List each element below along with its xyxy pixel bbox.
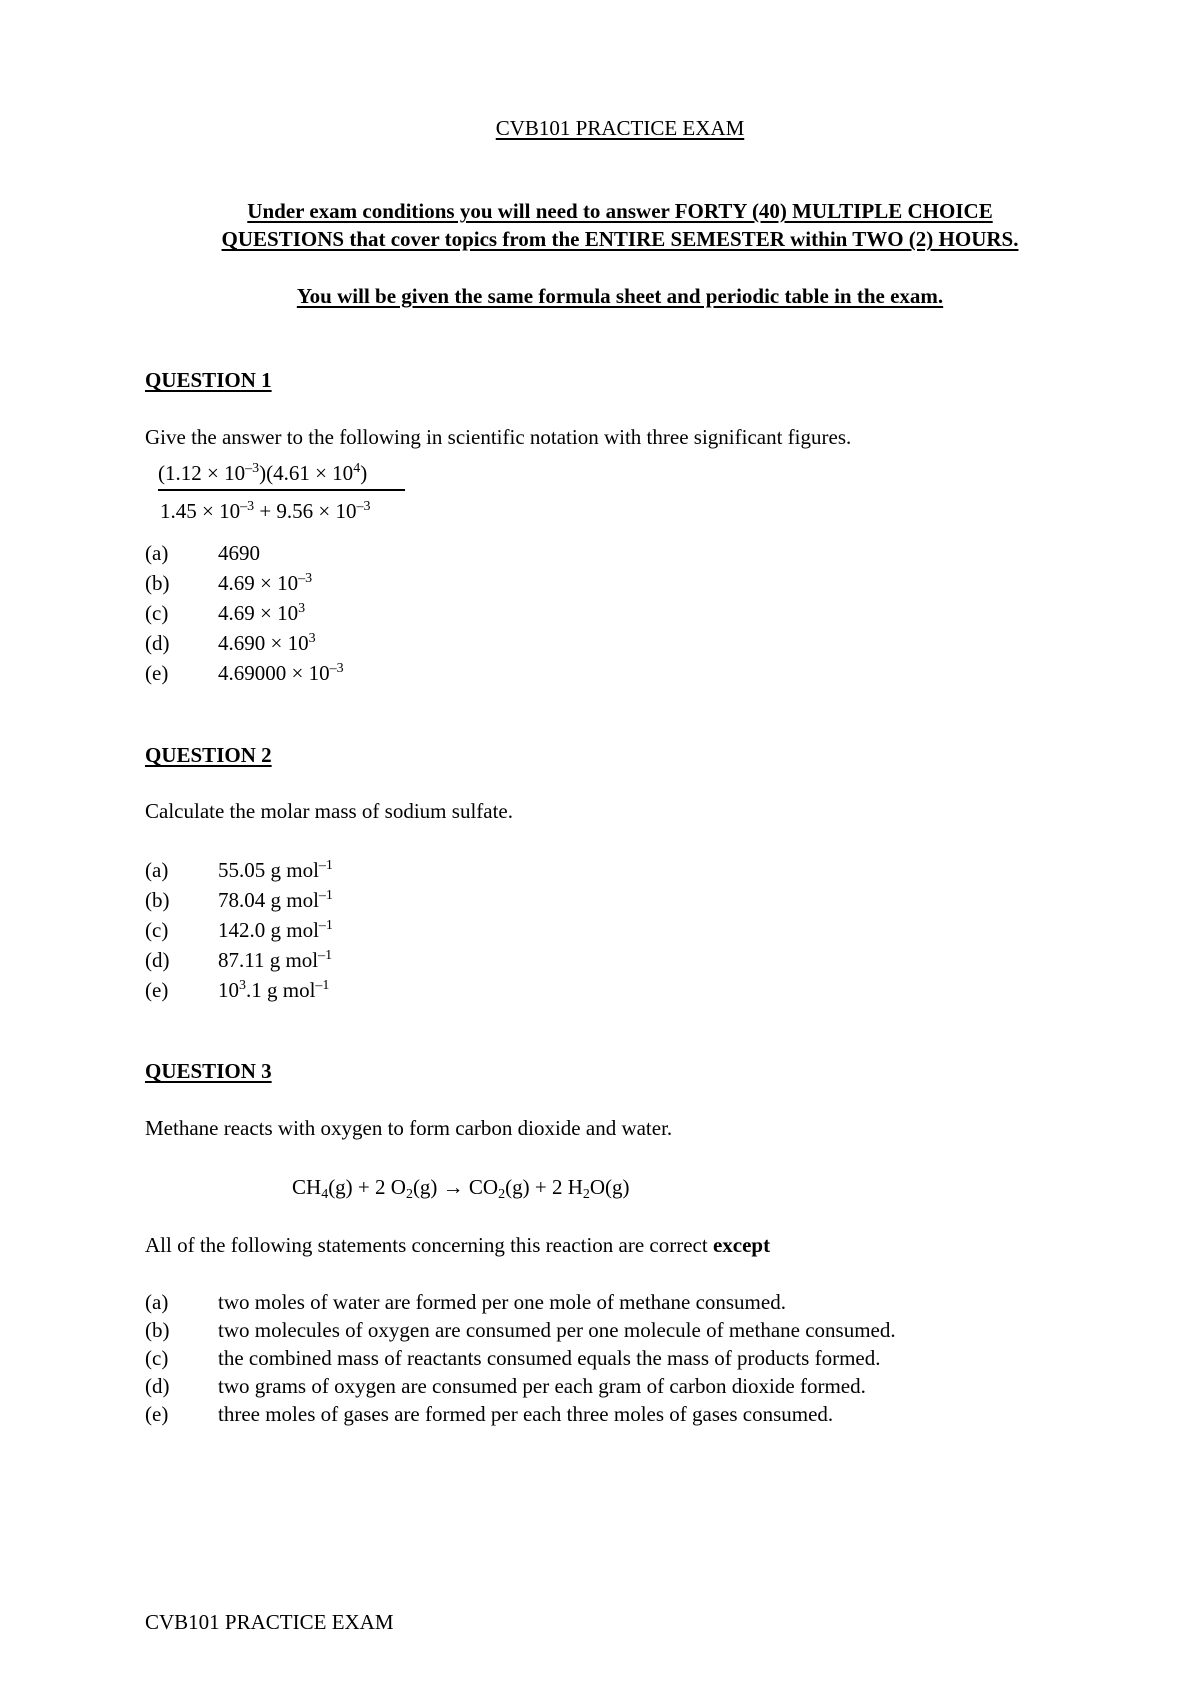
q2-option-c[interactable]: (c) 142.0 g mol$^{-1}$: [145, 918, 333, 942]
question-3-statement: All of the following statements concerning this reaction are correct except: [145, 1233, 771, 1257]
q2-option-d[interactable]: (d) 87.11 g mol$^{-1}$: [145, 948, 333, 972]
q1-option-d[interactable]: (d) $4.690 \times 10^3$: [145, 631, 316, 655]
page-title: CVB101 PRACTICE EXAM: [495, 116, 745, 140]
q2-option-e[interactable]: (e) $10^3.1$ g mol$^{-1}$: [145, 978, 330, 1002]
question-2-prompt: Calculate the molar mass of sodium sulfate.: [145, 799, 513, 823]
formula-sheet-note: You will be given the same formula sheet and periodic table in the exam.: [296, 284, 944, 308]
question-1-prompt: Give the answer to the following in scientific notation with three significant figures.: [145, 425, 852, 449]
fraction-numerator: $(1.12 \times 10^{-3})(4.61 \times 10^4)$: [158, 461, 368, 485]
q3-option-e[interactable]: (e) three moles of gases are formed per each three moles of gases consumed.: [145, 1402, 834, 1426]
q3-option-c[interactable]: (c) the combined mass of reactants consumed equals the mass of products formed.: [145, 1346, 881, 1370]
q3-option-b[interactable]: (b) two molecules of oxygen are consumed per one molecule of methane consumed.: [145, 1318, 896, 1342]
except-emphasis: except: [712, 1233, 771, 1257]
question-3-heading: QUESTION 3: [145, 1059, 272, 1083]
instructions-line-2: QUESTIONS that cover topics from the ENTIRE SEMESTER within TWO (2) HOURS.: [221, 227, 1019, 251]
fraction-bar: [158, 489, 405, 491]
q1-option-e[interactable]: (e) $4.69000 \times 10^{-3}$: [145, 661, 344, 685]
page-footer: CVB101 PRACTICE EXAM: [145, 1610, 394, 1634]
q3-option-d[interactable]: (d) two grams of oxygen are consumed per each gram of carbon dioxide formed.: [145, 1374, 866, 1398]
question-1-heading: QUESTION 1: [145, 368, 272, 392]
q1-option-c[interactable]: (c) $4.69 \times 10^3$: [145, 601, 306, 625]
question-2-heading: QUESTION 2: [145, 743, 272, 767]
instructions-line-1: Under exam conditions you will need to answer FORTY (40) MULTIPLE CHOICE: [247, 199, 993, 223]
q1-option-b[interactable]: (b) $4.69 \times 10^{-3}$: [145, 571, 313, 595]
fraction-denominator: $1.45 \times 10^{-3} + 9.56 \times 10^{-3}$: [160, 499, 371, 523]
q2-option-a[interactable]: (a) 55.05 g mol$^{-1}$: [145, 858, 333, 882]
question-3-prompt: Methane reacts with oxygen to form carbon dioxide and water.: [145, 1116, 673, 1140]
q2-option-b[interactable]: (b) 78.04 g mol$^{-1}$: [145, 888, 333, 912]
q1-option-a[interactable]: (a) 4690: [145, 541, 260, 565]
reaction-equation: $CH_4(g) + 2$ $O_2(g) \to CO_2(g) + 2$ $H_2O(g)$: [292, 1175, 630, 1202]
q3-option-a[interactable]: (a) two moles of water are formed per one mole of methane consumed.: [145, 1290, 786, 1314]
